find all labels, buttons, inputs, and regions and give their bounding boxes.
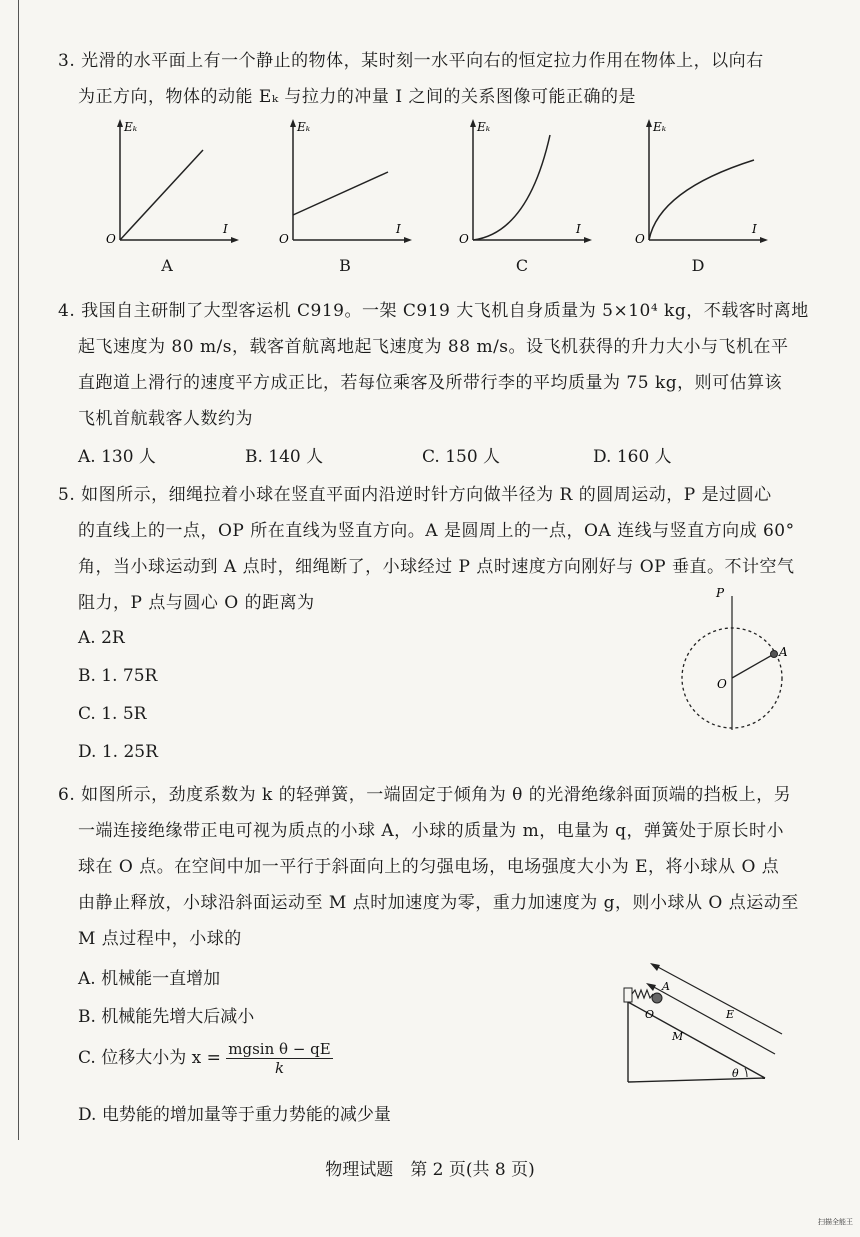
- graph-b-caption: B: [339, 256, 351, 275]
- graph-d-origin: O: [635, 232, 645, 245]
- q5-line2: 的直线上的一点，OP 所在直线为竖直方向。A 是圆周上的一点，OA 连线与竖直方向成 60°: [78, 521, 795, 541]
- incline-m-label: M: [672, 1030, 684, 1043]
- q6-option-b: B. 机械能先增大后减小: [78, 1007, 255, 1027]
- q6-line4: 由静止释放，小球沿斜面运动至 M 点时加速度为零，重力加速度为 g，则小球从 O 点运动至: [78, 893, 799, 913]
- q5-option-d: D. 1. 25R: [78, 742, 158, 762]
- q6-line1: 6. 如图所示，劲度系数为 k 的轻弹簧，一端固定于倾角为 θ 的光滑绝缘斜面顶端的挡板上，另: [58, 785, 792, 805]
- margin-line: [18, 0, 19, 1140]
- graph-c: [458, 115, 593, 245]
- q4-line1: 4. 我国自主研制了大型客运机 C919。一架 C919 大飞机自身质量为 5×10⁴ kg，不载客时离地: [58, 301, 809, 321]
- q6-option-c-prefix: C. 位移大小为 x =: [78, 1048, 221, 1068]
- graph-a-x-label: I: [223, 222, 228, 236]
- q6-option-c-numerator: mgsin θ − qE: [228, 1040, 331, 1058]
- q4-line4: 飞机首航载客人数约为: [78, 409, 253, 429]
- q5-option-a: A. 2R: [78, 628, 125, 648]
- circle-figure: [670, 582, 800, 732]
- scanner-stamp: 扫描全能王: [818, 1218, 853, 1226]
- q5-option-c: C. 1. 5R: [78, 704, 147, 724]
- q6-option-c-fraction: [226, 1040, 332, 1077]
- q6-line5: M 点过程中，小球的: [78, 929, 242, 949]
- graph-b: [278, 115, 413, 245]
- q5-option-b: B. 1. 75R: [78, 666, 158, 686]
- q4-line3: 直跑道上滑行的速度平方成正比，若每位乘客及所带行李的平均质量为 75 kg，则可估算该: [78, 373, 783, 393]
- q6-option-c-denominator: k: [274, 1059, 285, 1077]
- q6-option-a: A. 机械能一直增加: [78, 969, 221, 989]
- incline-figure: [610, 960, 790, 1090]
- graph-b-x-label: I: [396, 222, 401, 236]
- q6-option-c: [78, 1040, 333, 1077]
- graph-d: [634, 115, 769, 245]
- q4-line2: 起飞速度为 80 m/s，载客首航离地起飞速度为 88 m/s。设飞机获得的升力大小与飞机在平: [78, 337, 789, 357]
- graph-d-y-label: Eₖ: [653, 120, 667, 134]
- q6-line3: 球在 O 点。在空间中加一平行于斜面向上的匀强电场，电场强度大小为 E，将小球从 O 点: [78, 857, 780, 877]
- incline-a-label: A: [662, 980, 670, 993]
- q6-line2: 一端连接绝缘带正电可视为质点的小球 A，小球的质量为 m，电量为 q，弹簧处于原长时小: [78, 821, 784, 841]
- incline-o-label: O: [645, 1008, 655, 1021]
- q4-option-c: C. 150 人: [422, 447, 501, 467]
- point-o-label: O: [717, 677, 727, 691]
- ball-a: [771, 651, 778, 658]
- graph-a-origin: O: [106, 232, 116, 245]
- graph-a: [105, 115, 240, 245]
- q4-option-a: A. 130 人: [78, 447, 156, 467]
- graph-c-x-label: I: [576, 222, 581, 236]
- incline-e-label: E: [726, 1008, 735, 1021]
- point-p-label: P: [716, 586, 725, 600]
- point-a-label: A: [779, 645, 788, 659]
- incline-theta-label: θ: [732, 1067, 739, 1080]
- q3-line1: 3. 光滑的水平面上有一个静止的物体，某时刻一水平向右的恒定拉力作用在物体上，以向右: [58, 51, 764, 71]
- graph-a-caption: A: [161, 256, 173, 275]
- q4-option-d: D. 160 人: [593, 447, 672, 467]
- graph-b-origin: O: [279, 232, 289, 245]
- graph-d-caption: D: [691, 256, 705, 275]
- q6-option-d: D. 电势能的增加量等于重力势能的减少量: [78, 1105, 391, 1125]
- graph-c-y-label: Eₖ: [477, 120, 491, 134]
- q4-option-b: B. 140 人: [245, 447, 324, 467]
- q5-line1: 5. 如图所示，细绳拉着小球在竖直平面内沿逆时针方向做半径为 R 的圆周运动，P 是过圆心: [58, 485, 772, 505]
- graph-c-origin: O: [459, 232, 469, 245]
- ball-a: [652, 993, 662, 1003]
- q5-line4: 阻力，P 点与圆心 O 的距离为: [78, 593, 315, 613]
- q3-line2: 为正方向，物体的动能 Eₖ 与拉力的冲量 I 之间的关系图像可能正确的是: [78, 87, 636, 107]
- graph-c-caption: C: [515, 256, 529, 275]
- q5-line3: 角，当小球运动到 A 点时，细绳断了，小球经过 P 点时速度方向刚好与 OP 垂直。不计空气: [78, 557, 795, 577]
- graph-a-y-label: Eₖ: [124, 120, 138, 134]
- graph-d-x-label: I: [752, 222, 757, 236]
- graph-b-y-label: Eₖ: [297, 120, 311, 134]
- page-footer: 物理试题 第 2 页(共 8 页): [325, 1160, 535, 1180]
